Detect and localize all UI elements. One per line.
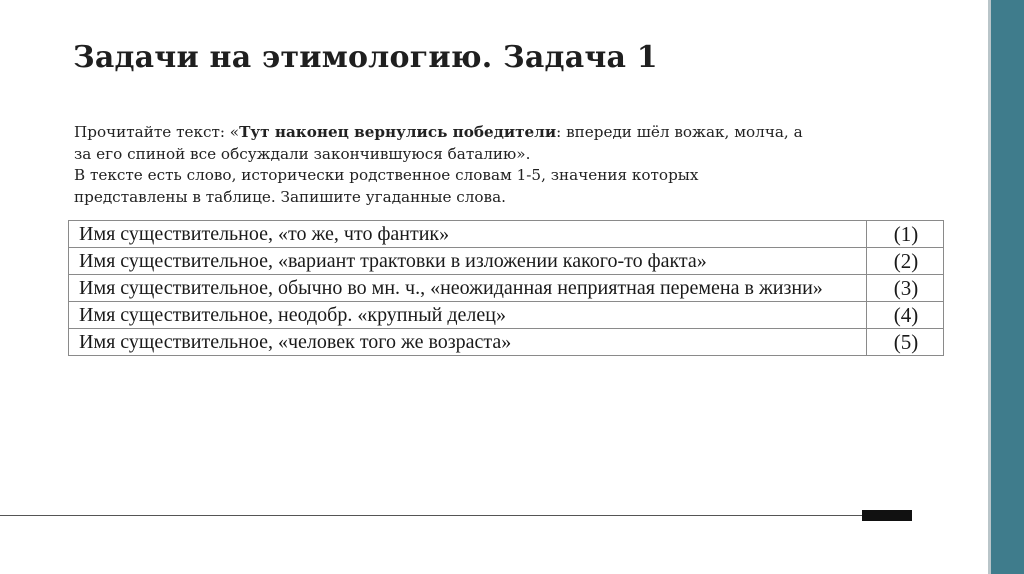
task-text-line-1	[74, 122, 904, 144]
table-row	[69, 302, 944, 329]
quote-bold-text: Тут наконец вернулись победители	[239, 123, 557, 141]
definition-cell: Имя существительное, «то же, что фантик»	[69, 221, 867, 248]
definition-cell: Имя существительное, обычно во мн. ч., «неожиданная неприятная перемена в жизни»	[69, 275, 867, 302]
number-cell: (1)	[867, 221, 944, 248]
quote-open-text: Прочитайте текст: «	[74, 123, 240, 141]
definitions-table	[68, 220, 944, 356]
table-row	[69, 275, 944, 302]
definition-cell: Имя существительное, «вариант трактовки в изложении какого-то факта»	[69, 248, 867, 275]
table-row	[69, 221, 944, 248]
task-text	[74, 122, 904, 208]
task-text-line-4: представлены в таблице. Запишите угаданные слова.	[74, 187, 506, 206]
footer-rule	[0, 515, 862, 516]
number-cell: (4)	[867, 302, 944, 329]
task-text-line-3: В тексте есть слово, исторически родственное словам 1-5, значения которых	[74, 166, 699, 184]
number-cell: (2)	[867, 248, 944, 275]
table-row	[69, 248, 944, 275]
quote-rest-text: : впереди шёл вожак, молча, а	[556, 123, 803, 141]
footer-block	[862, 510, 912, 521]
slide-title: Задачи на этимологию. Задача 1	[73, 40, 658, 75]
number-cell: (3)	[867, 275, 944, 302]
task-text-line-2: за его спиной все обсуждали закончившуюся баталию».	[74, 144, 531, 163]
number-cell: (5)	[867, 329, 944, 356]
side-accent-bar	[991, 0, 1024, 574]
definition-cell: Имя существительное, «человек того же возраста»	[69, 329, 867, 356]
table-row	[69, 329, 944, 356]
definition-cell: Имя существительное, неодобр. «крупный делец»	[69, 302, 867, 329]
